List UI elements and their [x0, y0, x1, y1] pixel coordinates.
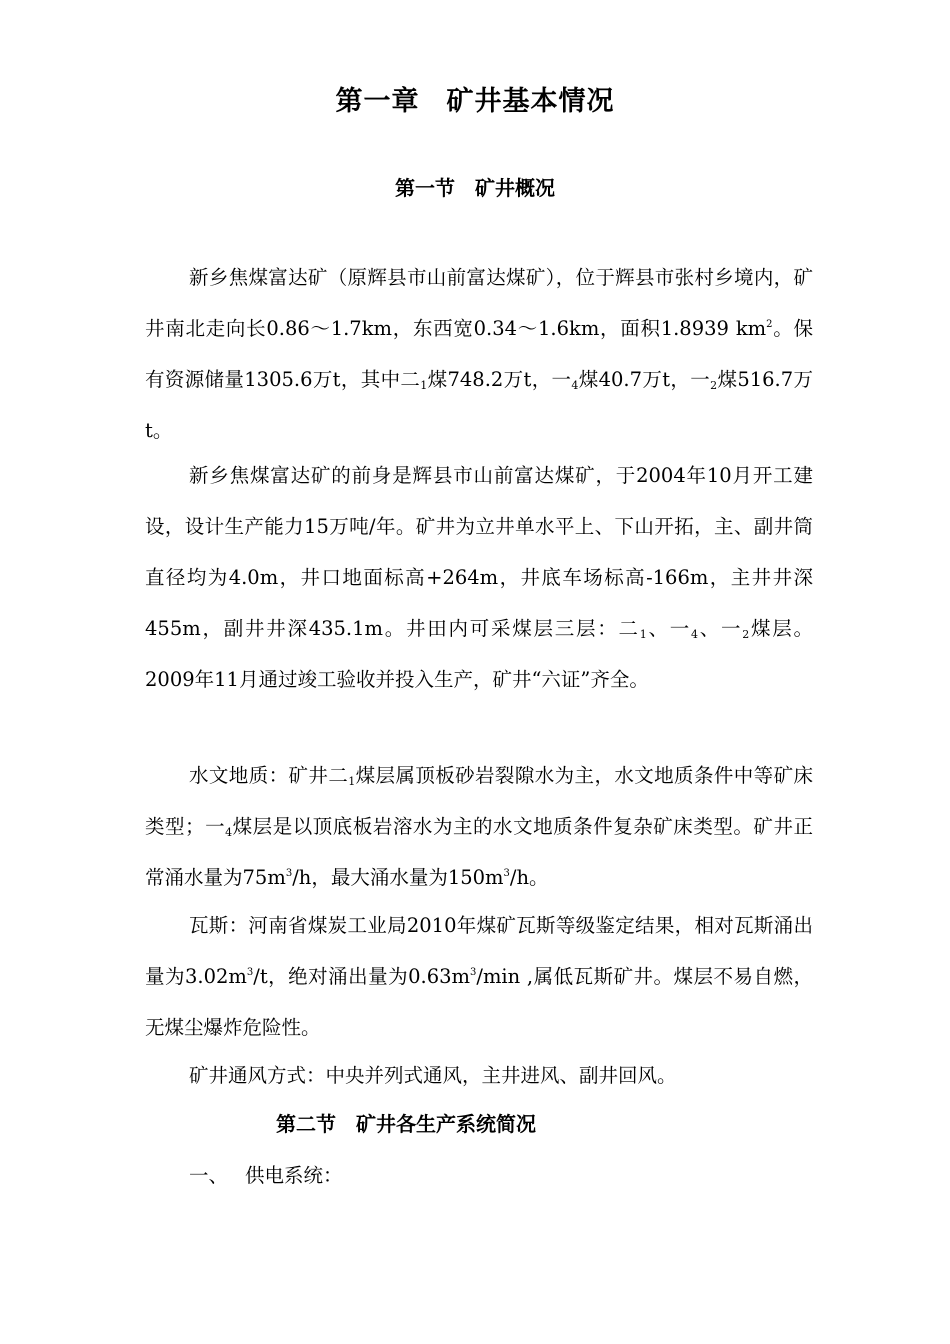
- paragraph-ventilation: 矿井通风方式：中央并列式通风，主井进风、副井回风。: [189, 1064, 677, 1087]
- section-2-number: 第二节: [276, 1112, 336, 1136]
- paragraph-gas: 瓦斯：河南省煤炭工业局2010年煤矿瓦斯等级鉴定结果，相对瓦斯涌出量为$3.02m^3/t$，绝对涌出量为$0.63m^3/\min$ ,属低瓦斯矿井。煤层不易自燃，无煤尘爆炸危险性。: [145, 914, 813, 1039]
- chapter-number: 第一章: [335, 86, 420, 117]
- list-item-power-supply: [189, 1150, 343, 1201]
- paragraph-hydrogeology: 水文地质：矿井二$_1$煤层属顶板砂岩裂隙水为主，水文地质条件中等矿床类型；一$_4$煤层是以顶底板岩溶水为主的水文地质条件复杂矿床类型。矿井正常涌水量为$75m^3/h$，最大涌水量为$150m^3/h$。: [145, 764, 813, 889]
- section-heading-1: [0, 170, 950, 206]
- list-item-text: 供电系统：: [245, 1164, 343, 1187]
- chapter-title: 矿井基本情况: [446, 86, 615, 117]
- section-2-title: 矿井各生产系统简况: [356, 1112, 536, 1136]
- section-1-number: 第一节: [395, 176, 455, 200]
- paragraph-history: 新乡焦煤富达矿的前身是辉县市山前富达煤矿，于2004年10月开工建设，设计生产能力15万吨/年。矿井为立井单水平上、下山开拓，主、副井筒直径均为4.0m，井口地面标高+264m，井底车场标高-166m，主井井深455m，副井井深435.1m。井田内可采煤层三层：二$_1$、一$_4$、一$_2$煤层。2009年11月通过竣工验收并投入生产，矿井“六证”齐全。: [145, 464, 813, 691]
- section-1-title: 矿井概况: [475, 176, 555, 200]
- chapter-heading: [0, 82, 950, 122]
- section-heading-2: [276, 1106, 536, 1142]
- paragraph-overview: 新乡焦煤富达矿（原辉县市山前富达煤矿），位于辉县市张村乡境内，矿井南北走向长0.86～1.7km，东西宽0.34～1.6km，面积1.8939 $km^2$。保有资源储量1305.6万t，其中二$_1$煤748.2万t，一$_4$煤40.7万t，一$_2$煤516.7万t。: [145, 266, 814, 442]
- list-item-number: 一、: [189, 1164, 229, 1187]
